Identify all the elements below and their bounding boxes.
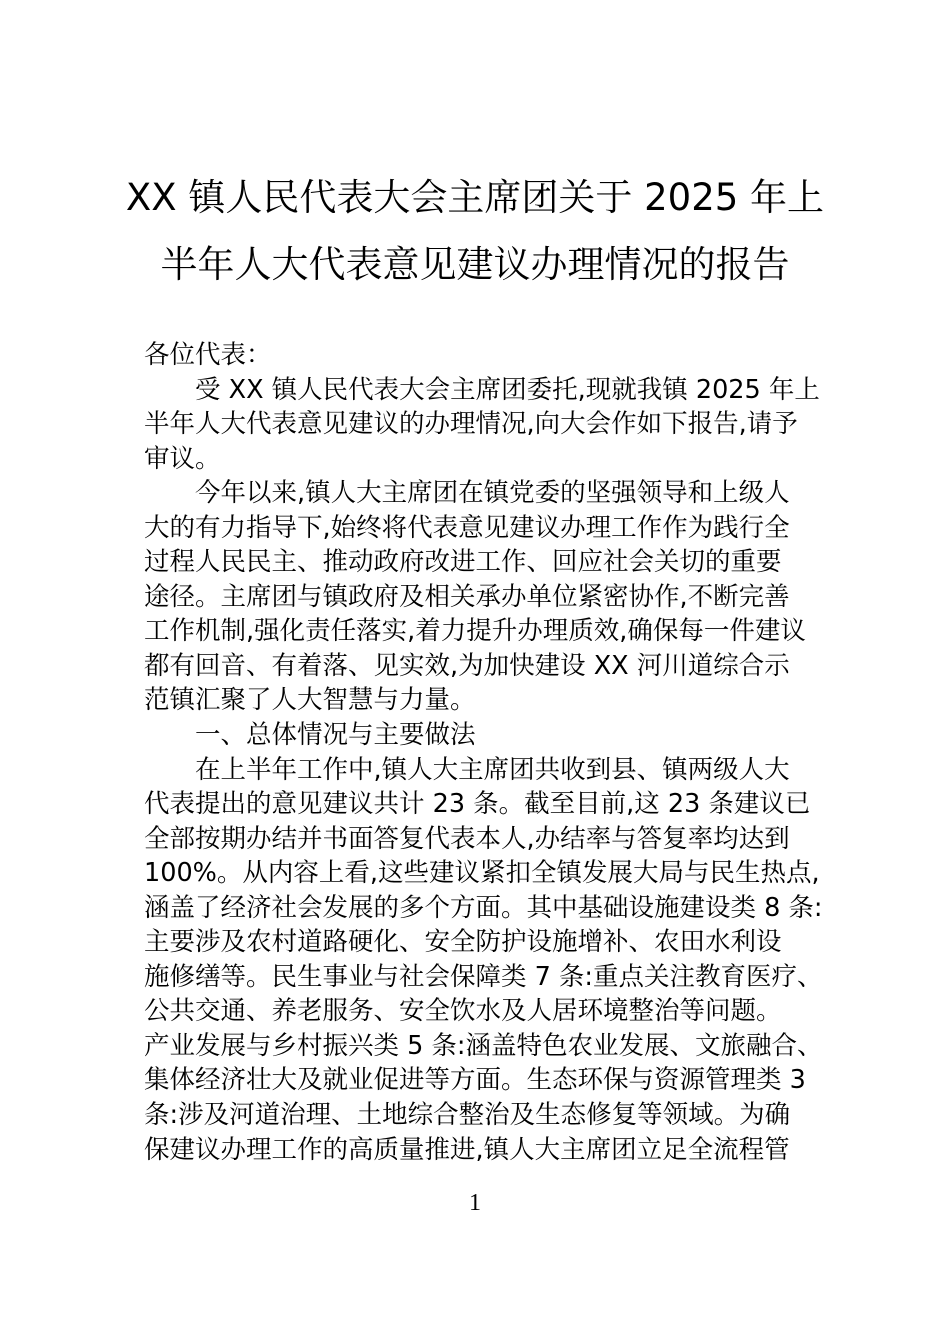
paragraph-line: 在上半年工作中,镇人大主席团共收到县、镇两级人大 [195, 754, 790, 785]
paragraph-line: 过程人民民主、推动政府改进工作、回应社会关切的重要 [144, 547, 782, 578]
paragraph-line: 主要涉及农村道路硬化、安全防护设施增补、农田水利设 [144, 927, 782, 958]
section-heading: 一、总体情况与主要做法 [195, 720, 476, 751]
paragraph-line: 代表提出的意见建议共计 23 条。截至目前,这 23 条建议已 [144, 789, 811, 820]
paragraph-line: 途径。主席团与镇政府及相关承办单位紧密协作,不断完善 [144, 581, 790, 612]
paragraph-line: 产业发展与乡村振兴类 5 条:涵盖特色农业发展、文旅融合、 [144, 1030, 823, 1061]
paragraph-line: 今年以来,镇人大主席团在镇党委的坚强领导和上级人 [195, 478, 790, 509]
paragraph-line: 受 XX 镇人民代表大会主席团委托,现就我镇 2025 年上 [195, 374, 820, 405]
paragraph-line: 范镇汇聚了人大智慧与力量。 [144, 685, 476, 716]
page-number: 1 [469, 1190, 481, 1216]
paragraph-line: 施修缮等。民生事业与社会保障类 7 条:重点关注教育医疗、 [144, 961, 823, 992]
document-title-line-2: 半年人大代表意见建议办理情况的报告 [160, 243, 790, 286]
paragraph-line: 都有回音、有着落、见实效,为加快建设 XX 河川道综合示 [144, 650, 790, 681]
salutation: 各位代表： [144, 340, 272, 370]
paragraph-line: 工作机制,强化责任落实,着力提升办理质效,确保每一件建议 [144, 616, 806, 647]
document-title-line-1: XX 镇人民代表大会主席团关于 2025 年上 [125, 176, 825, 219]
paragraph-line: 公共交通、养老服务、安全饮水及人居环境整治等问题。 [144, 996, 782, 1027]
paragraph-line: 大的有力指导下,始终将代表意见建议办理工作作为践行全 [144, 512, 790, 543]
paragraph-line: 审议。 [144, 443, 221, 474]
document-body [144, 338, 824, 1167]
paragraph-line: 涵盖了经济社会发展的多个方面。其中基础设施建设类 8 条: [144, 892, 823, 923]
paragraph-line: 集体经济壮大及就业促进等方面。生态环保与资源管理类 3 [144, 1065, 806, 1096]
paragraph-line: 全部按期办结并书面答复代表本人,办结率与答复率均达到 [144, 823, 790, 854]
paragraph-line: 100%。从内容上看,这些建议紧扣全镇发展大局与民生热点, [144, 858, 820, 889]
paragraph-line: 半年人大代表意见建议的办理情况,向大会作如下报告,请予 [144, 409, 798, 440]
paragraph-line: 保建议办理工作的高质量推进,镇人大主席团立足全流程管 [144, 1134, 790, 1165]
paragraph-line: 条:涉及河道治理、土地综合整治及生态修复等领域。为确 [144, 1100, 791, 1131]
